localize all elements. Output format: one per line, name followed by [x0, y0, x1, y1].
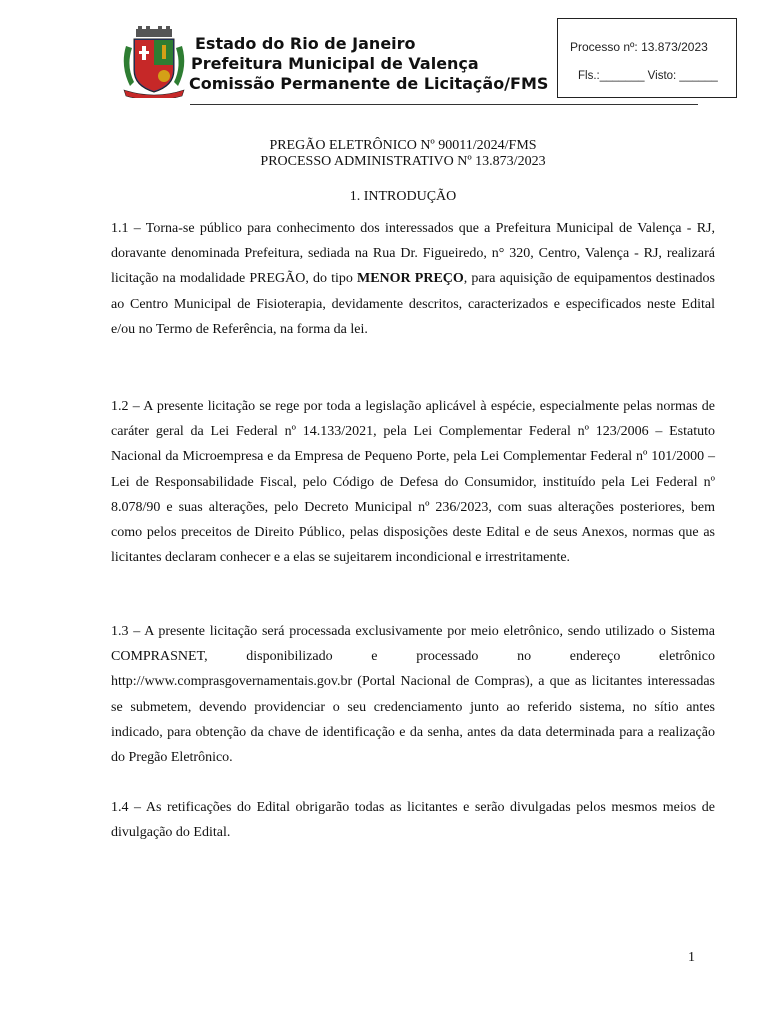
- fls-visto-field: Fls.:_______ Visto: ______: [578, 70, 718, 82]
- org-municipality: Prefeitura Municipal de Valença: [191, 54, 479, 73]
- process-stamp-box: [557, 18, 737, 98]
- process-number: Processo nº: 13.873/2023: [570, 40, 708, 54]
- coat-of-arms-icon: [120, 26, 188, 98]
- paragraph-1-3: 1.3 – A presente licitação será processada exclusivamente por meio eletrônico, sendo utilizado o Sistema COMPRASNET, disponibilizado e processado no endereço eletrônico http://www.comprasgovernamentais.gov.br (Portal Nacional de Compras), a que as licitantes interessadas se submetem, devendo providenciar o seu credenciamento junto ao referido sistema, no sítio antes indicado, para obtenção da chave de identificação e da senha, antes da data determinada para a realização do Pregão Eletrônico.: [111, 624, 715, 766]
- paragraph-1-2: 1.2 – A presente licitação se rege por toda a legislação aplicável à espécie, especialmente pelas normas de caráter geral da Lei Federal nº 14.133/2021, pela Lei Complementar Federal nº 123/2006 – Estatuto Nacional da Microempresa e da Empresa de Pequeno Porte, pela Lei Complementar Federal nº 101/2000 – Lei de Responsabilidade Fiscal, pelo Código de Defesa do Consumidor, instituído pela Lei Federal nº 8.078/90 e suas alterações, pelo Decreto Municipal nº 236/2023, com suas alterações posteriores, bem como pelos preceitos de Direito Público, pelas disposições deste Edital e de seus Anexos, normas que as licitantes declaram conhecer e a elas se sujeitarem incondicional e irrestritamente.: [111, 399, 715, 566]
- document-subtitle: PROCESSO ADMINISTRATIVO Nº 13.873/2023: [260, 154, 546, 169]
- org-commission: Comissão Permanente de Licitação/FMS: [189, 74, 549, 93]
- document-title: PREGÃO ELETRÔNICO Nº 90011/2024/FMS: [269, 138, 537, 153]
- org-state: Estado do Rio de Janeiro: [195, 34, 416, 53]
- header-divider: [190, 104, 698, 105]
- section-heading: 1. INTRODUÇÃO: [349, 189, 457, 204]
- paragraph-1-1-bold: MENOR PREÇO: [357, 271, 464, 287]
- paragraph-1-1-end: , para aquisição de equipamentos destinados ao Centro Municipal de Fisioterapia, devidamente descritos, caracterizados e especificados neste Edital e/ou no Termo de Referência, na forma da lei.: [111, 271, 715, 337]
- paragraph-1-1: [111, 216, 715, 342]
- paragraph-1-4: 1.4 – As retificações do Edital obrigarão todas as licitantes e serão divulgadas pelos mesmos meios de divulgação do Edital.: [111, 800, 715, 841]
- organization-block: [191, 34, 548, 94]
- page-number: 1: [688, 950, 695, 965]
- paragraph-1-1-start: 1.1 – Torna-se público para conhecimento dos interessados que a Prefeitura Municipal de Valença - RJ, doravante denominada Prefeitura, sediada na Rua Dr. Figueiredo, n° 320, Centro, Valença - RJ, realizará licitação na modalidade PREGÃO, do tipo: [111, 221, 715, 287]
